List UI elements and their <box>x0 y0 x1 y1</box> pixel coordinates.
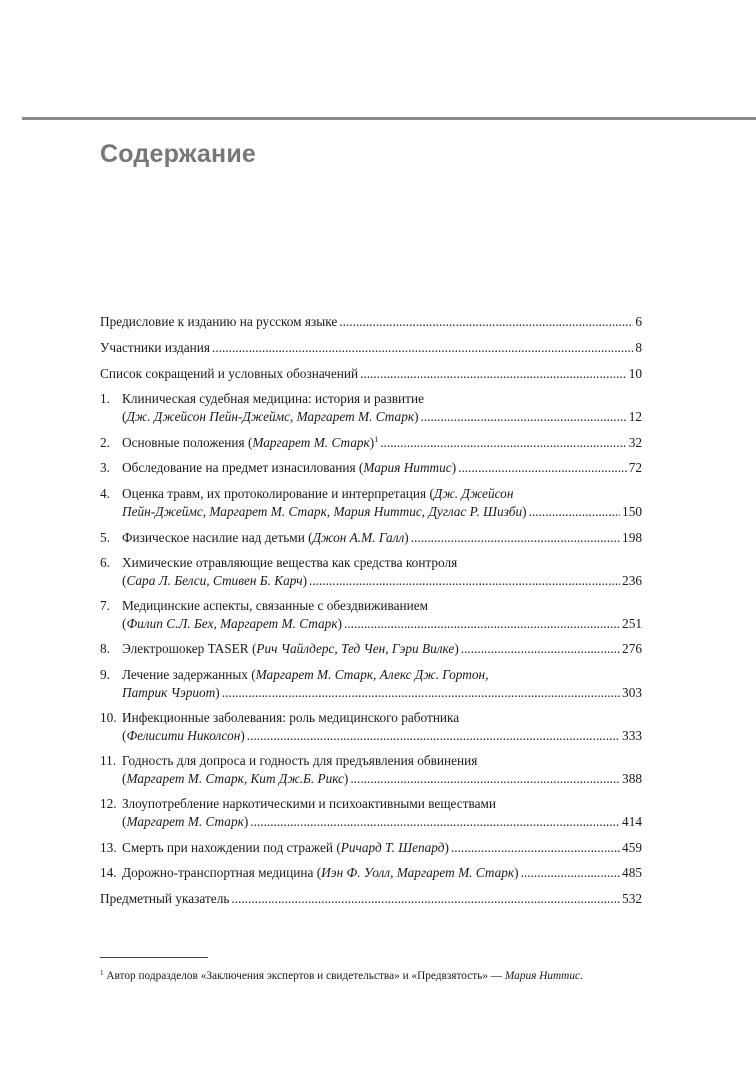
toc-leader-dots <box>411 529 620 547</box>
toc-leader-dots <box>458 459 627 477</box>
chapter-authors: Дж. Джейсон Пейн-Джеймс, Маргарет М. Старк <box>126 409 415 424</box>
toc-page-number: 388 <box>622 771 642 786</box>
chapter-authors: Сара Л. Белси, Стивен Б. Карч <box>126 573 303 588</box>
chapter-number: 10. <box>100 710 117 725</box>
toc-entry-title: Предисловие к изданию на русском языке <box>100 314 338 329</box>
chapter-title: Клиническая судебная медицина: история и развитие <box>122 391 424 406</box>
chapter-authors: Патрик Чэриот <box>122 685 216 700</box>
toc-page-number: 414 <box>622 814 642 829</box>
toc-page-number: 276 <box>622 641 642 656</box>
toc-leader-dots <box>461 640 620 658</box>
chapter-number: 3. <box>100 460 110 475</box>
toc-chapter-5[interactable]: 5. Физическое насилие над детьми (Джон А.М. Галл) ..... 198 <box>100 529 642 547</box>
toc-leader-dots <box>247 727 620 745</box>
toc-chapter-14[interactable]: 14. Дорожно-транспортная медицина (Иэн Ф. Уолл, Маргарет М. Старк) ..... 485 <box>100 864 642 882</box>
toc-page-number: 6 <box>635 314 642 329</box>
chapter-title: Годность для допроса и годность для предъявления обвинения <box>122 753 478 768</box>
chapter-authors: Рич Чайлдерс, Тед Чен, Гэри Вилке <box>256 641 455 656</box>
toc-leader-dots <box>250 813 620 831</box>
chapter-authors: Маргарет М. Старк, Алекс Дж. Гортон, <box>255 667 489 682</box>
toc-chapter-12[interactable]: 12. Злоупотребление наркотическими и психоактивными веществами (Маргарет М. Старк) ..... 414 <box>100 795 642 831</box>
chapter-title: Электрошокер TASER ( <box>122 641 257 656</box>
toc-page-number: 198 <box>622 530 642 545</box>
toc-leader-dots <box>309 572 620 590</box>
chapter-number: 14. <box>100 865 117 880</box>
toc-leader-dots <box>222 684 620 702</box>
toc-leader-dots <box>451 839 620 857</box>
page-title: Содержание <box>100 140 257 168</box>
chapter-number: 7. <box>100 598 110 613</box>
toc-leader-dots <box>344 615 620 633</box>
footnote-marker[interactable]: 1 <box>374 435 379 444</box>
toc-leader-dots <box>380 434 626 452</box>
toc-page-number: 32 <box>628 435 642 450</box>
chapter-number: 8. <box>100 641 110 656</box>
chapter-number: 12. <box>100 796 117 811</box>
chapter-authors: Фелисити Николсон <box>126 728 241 743</box>
footnote-author: Мария Ниттис <box>504 970 580 982</box>
toc-leader-dots <box>350 770 620 788</box>
toc-leader-dots <box>529 503 620 521</box>
footnote: $^1$ Автор подразделов «Заключения экспертов и свидетельства» и «Предвзятость» — Мария Ниттис. <box>100 969 583 982</box>
chapter-number: 11. <box>100 753 117 768</box>
chapter-title: Физическое насилие над детьми ( <box>122 530 313 545</box>
chapter-number: 9. <box>100 667 110 682</box>
toc-entry-contributors[interactable] <box>100 339 642 357</box>
chapter-title: Медицинские аспекты, связанные с обездвиживанием <box>122 598 429 613</box>
chapter-title: Основные положения ( <box>122 435 253 450</box>
toc-chapter-1[interactable]: 1. Клиническая судебная медицина: история и развитие (Дж. Джейсон Пейн-Джеймс, Маргарет М. Старк) ..... 12 <box>100 390 642 426</box>
chapter-title: Оценка травм, их протоколирование и интерпретация ( <box>122 486 434 501</box>
toc-leader-dots <box>521 864 620 882</box>
chapter-title: Инфекционные заболевания: роль медицинского работника <box>122 710 460 725</box>
toc-chapter-6[interactable]: 6. Химические отравляющие вещества как средства контроля (Сара Л. Белси, Стивен Б. Карч) ..... 236 <box>100 554 642 590</box>
toc-page-number: 251 <box>622 616 642 631</box>
toc-entry-title: Список сокращений и условных обозначений <box>100 366 359 381</box>
toc-page-number: 150 <box>622 504 642 519</box>
toc-page-number: 485 <box>622 865 642 880</box>
toc-chapter-7[interactable]: 7. Медицинские аспекты, связанные с обездвиживанием (Филип С.Л. Бех, Маргарет М. Старк) ..... 251 <box>100 597 642 633</box>
toc-entry-preface[interactable] <box>100 313 642 331</box>
footnote-number: 1 <box>100 969 104 977</box>
chapter-authors: Маргарет М. Старк, Кит Дж.Б. Рикс <box>126 771 344 786</box>
toc-page-number: 236 <box>622 573 642 588</box>
toc-chapter-11[interactable]: 11. Годность для допроса и годность для предъявления обвинения (Маргарет М. Старк, Кит Дж.Б. Рикс) ..... 388 <box>100 752 642 788</box>
chapter-authors: Маргарет М. Старк <box>252 435 370 450</box>
chapter-authors: Мария Ниттис <box>363 460 452 475</box>
toc-entry-index[interactable] <box>100 890 642 908</box>
chapter-authors: Маргарет М. Старк <box>126 814 244 829</box>
toc-page-number: 532 <box>622 891 642 906</box>
toc-chapter-4[interactable]: 4. Оценка травм, их протоколирование и интерпретация (Дж. Джейсон Пейн-Джеймс, Маргарет М. Старк, Мария Ниттис, Дуглас Р. Шизби) ..... 150 <box>100 485 642 521</box>
chapter-number: 4. <box>100 486 110 501</box>
toc-page-number: 459 <box>622 840 642 855</box>
toc-entry-title: Предметный указатель <box>100 891 230 906</box>
toc-leader-dots <box>231 890 620 908</box>
toc-page-number: 10 <box>628 366 642 381</box>
toc-chapter-3[interactable]: 3. Обследование на предмет изнасилования (Мария Ниттис) ..... 72 <box>100 459 642 477</box>
chapter-title: Дорожно-транспортная медицина ( <box>122 865 322 880</box>
toc-leader-dots <box>421 408 627 426</box>
chapter-authors: Иэн Ф. Уолл, Маргарет М. Старк <box>321 865 515 880</box>
toc-leader-dots <box>212 339 633 357</box>
toc-page-number: 333 <box>622 728 642 743</box>
footnote-text: Автор подразделов «Заключения экспертов и свидетельства» и «Предвзятость» — <box>106 970 505 982</box>
chapter-title: Смерть при нахождении под стражей ( <box>122 840 341 855</box>
chapter-number: 13. <box>100 840 117 855</box>
footnote-rule <box>100 957 208 958</box>
chapter-authors: Джон А.М. Галл <box>312 530 405 545</box>
chapter-authors: Ричард Т. Шепард <box>340 840 445 855</box>
toc-entry-abbreviations[interactable] <box>100 365 642 383</box>
toc-chapter-9[interactable]: 9. Лечение задержанных (Маргарет М. Старк, Алекс Дж. Гортон, Патрик Чэриот) ..... 303 <box>100 666 642 702</box>
chapter-authors: Дж. Джейсон <box>433 486 514 501</box>
toc-chapter-8[interactable]: 8. Электрошокер TASER (Рич Чайлдерс, Тед Чен, Гэри Вилке) ..... 276 <box>100 640 642 658</box>
toc-chapter-2[interactable]: 2. Основные положения (Маргарет М. Старк)$^1$ ..... 32 <box>100 434 642 452</box>
toc-chapter-10[interactable]: 10. Инфекционные заболевания: роль медицинского работника (Фелисити Николсон) ..... 333 <box>100 709 642 745</box>
toc-page-number: 303 <box>622 685 642 700</box>
chapter-title: Злоупотребление наркотическими и психоактивными веществами <box>122 796 497 811</box>
chapter-title: Обследование на предмет изнасилования ( <box>122 460 364 475</box>
toc-entry-title: Участники издания <box>100 340 210 355</box>
toc-page-number: 12 <box>628 409 642 424</box>
chapter-title: Лечение задержанных ( <box>122 667 256 682</box>
toc-leader-dots <box>339 313 633 331</box>
chapter-number: 1. <box>100 391 110 406</box>
chapter-authors: Филип С.Л. Бех, Маргарет М. Старк <box>126 616 338 631</box>
chapter-number: 5. <box>100 530 110 545</box>
chapter-number: 6. <box>100 555 110 570</box>
toc-page-number: 72 <box>628 460 642 475</box>
toc-chapter-13[interactable]: 13. Смерть при нахождении под стражей (Ричард Т. Шепард) ..... 459 <box>100 839 642 857</box>
toc-leader-dots <box>360 365 627 383</box>
toc-page-number: 8 <box>635 340 642 355</box>
chapter-authors: Пейн-Джеймс, Маргарет М. Старк, Мария Ниттис, Дуглас Р. Шизби <box>122 504 523 519</box>
chapter-title: Химические отравляющие вещества как средства контроля <box>122 555 458 570</box>
chapter-number: 2. <box>100 435 110 450</box>
top-rule <box>22 117 756 120</box>
